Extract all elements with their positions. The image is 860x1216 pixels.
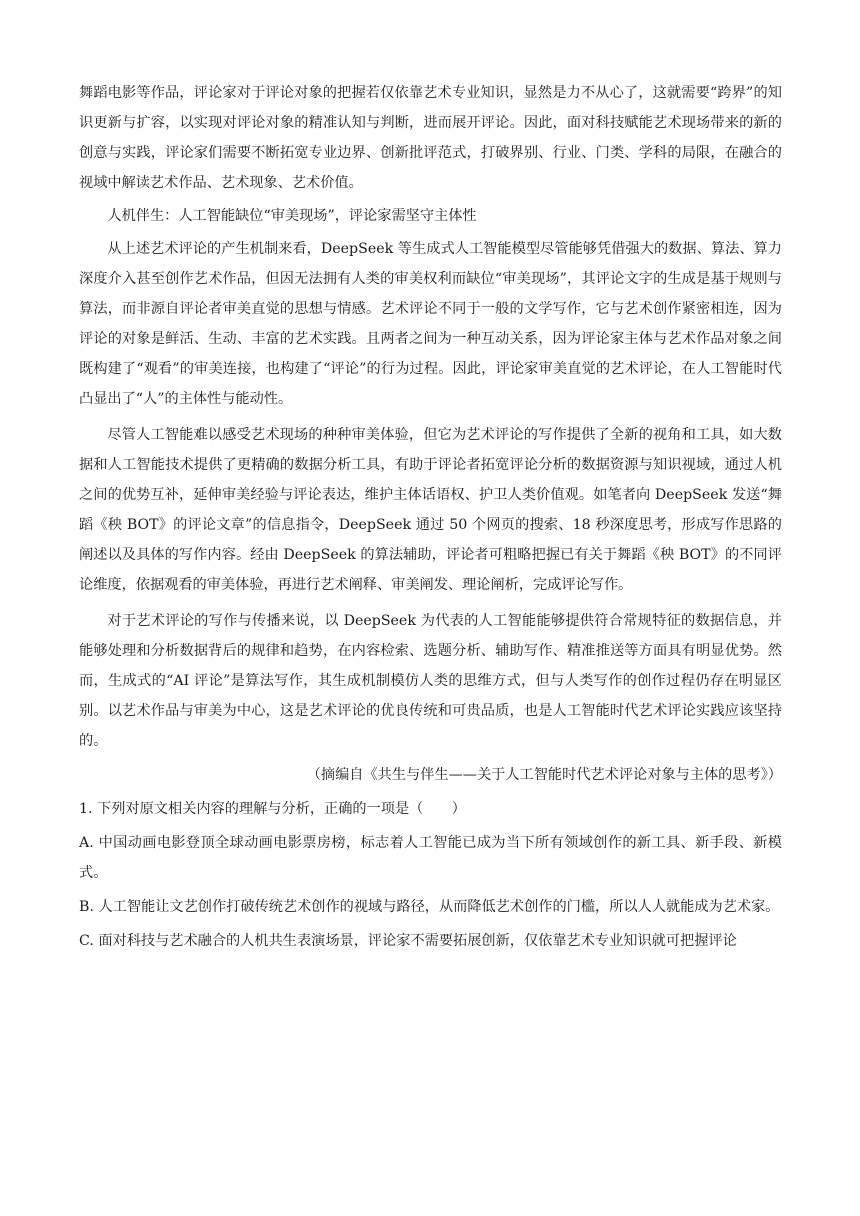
question-stem: 1. 下列对原文相关内容的理解与分析，正确的一项是（ ） [79, 801, 466, 817]
option-b: B. 人工智能让文艺创作打破传统艺术创作的视域与路径，从而降低艺术创作的门槛，所以人人就能成为艺术家。 [79, 899, 780, 915]
paragraph-4: 对于艺术评论的写作与传播来说，以 DeepSeek 为代表的人工智能能够提供符合常规特征的数据信息，并能够处理和分析数据背后的规律和趋势，在内容检索、选题分析、辅助写作、精准推送等方面具有明显优势。然而，生成式的“AI 评论”是算法写作，其生成机制模仿人类的思维方式，但与人类写作的创作过程仍存在明显区别。以艺术作品与审美为中心，这是艺术评论的优良传统和可贵品质，也是人工智能时代艺术评论实践应该坚持的。 [79, 613, 782, 749]
paragraph-3: 尽管人工智能难以感受艺术现场的种种审美体验，但它为艺术评论的写作提供了全新的视角和工具，如大数据和人工智能技术提供了更精确的数据分析工具，有助于评论者拓宽评论分析的数据资源与知识视域，通过人机之间的优势互补，延伸审美经验与评论表达，维护主体话语权、护卫人类价值观。如笔者向 DeepSeek 发送“舞蹈《秧 BOT》的评论文章”的信息指令，DeepSeek 通过 50 个网页的搜索、18 秒深度思考，形成写作思路的阐述以及具体的写作内容。经由 DeepSeek 的算法辅助，评论者可粗略把握已有关于舞蹈《秧 BOT》的不同评论维度，依据观看的审美体验，再进行艺术阐释、审美阐发、理论阐析，完成评论写作。 [79, 427, 782, 593]
paragraph-1: 舞蹈电影等作品，评论家对于评论对象的把握若仅依靠艺术专业知识，显然是力不从心了，这就需要“跨界”的知识更新与扩容，以实现对评论对象的精准认知与判断，进而展开评论。因此，面对科技赋能艺术现场带来的新的创意与实践，评论家们需要不断拓宽专业边界、创新批评范式，打破界别、行业、门类、学科的局限，在融合的视域中解读艺术作品、艺术现象、艺术价值。 [79, 85, 782, 191]
source-citation: （摘编自《共生与伴生——关于人工智能时代艺术评论对象与主体的思考》） [306, 767, 782, 783]
option-c: C. 面对科技与艺术融合的人机共生表演场景，评论家不需要拓展创新，仅依靠艺术专业知识就可把握评论 [79, 933, 737, 949]
option-a: A. 中国动画电影登顶全球动画电影票房榜，标志着人工智能已成为当下所有领域创作的新工具、新手段、新模式。 [79, 835, 782, 881]
document-page [79, 78, 782, 956]
paragraph-2: 从上述艺术评论的产生机制来看，DeepSeek 等生成式人工智能模型尽管能够凭借强大的数据、算法、算力深度介入甚至创作艺术作品，但因无法拥有人类的审美权利而缺位“审美现场”，其评论文字的生成是基于规则与算法，而非源自评论者审美直觉的思想与情感。艺术评论不同于一般的文学写作，它与艺术创作紧密相连，因为评论的对象是鲜活、生动、丰富的艺术实践。且两者之间为一种互动关系，因为评论家主体与艺术作品对象之间既构建了“观看”的审美连接，也构建了“评论”的行为过程。因此，评论家审美直觉的艺术评论，在人工智能时代凸显出了“人”的主体性与能动性。 [79, 241, 782, 407]
section-subheading: 人机伴生：人工智能缺位“审美现场”，评论家需坚守主体性 [107, 208, 477, 224]
